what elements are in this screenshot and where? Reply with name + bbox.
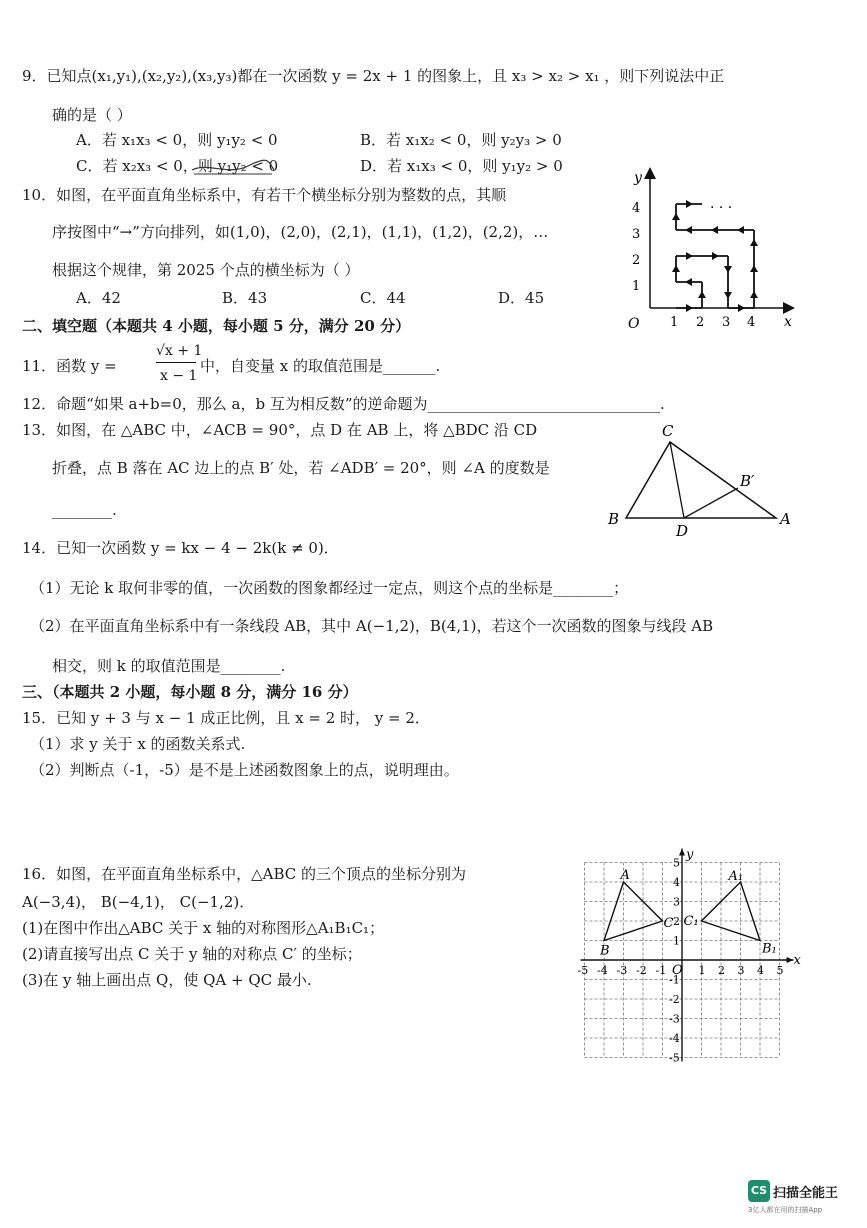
section-2-heading: 二、填空题（本题共 4 小题，每小题 5 分，满分 20 分） [22,317,411,335]
y-tick: 1 [673,934,680,948]
label-b-prime: B′ [740,472,755,490]
q9-option-b: B．若 x₁x₂ < 0，则 y₂y₃ > 0 [360,131,562,149]
y-tick: 2 [632,253,641,268]
path-arrowhead [737,226,744,234]
handwritten-strike-mark [188,152,278,180]
label-a: A [620,868,630,883]
x-axis-arrow [787,957,794,963]
x-tick: -4 [597,964,608,977]
y-tick: 2 [673,915,680,928]
y-tick: 3 [673,895,680,909]
q9-stem-cont: 确的是（ ） [52,106,132,124]
y-tick: 1 [632,279,641,294]
x-tick: 3 [722,315,731,330]
x-tick: 5 [776,964,784,977]
triangle-abc [604,882,663,941]
q10-stem-cont: 序按图中“→”方向排列，如(1,0)，(2,0)，(2,1)，(1,1)，(1,2)，(2,2)，… [52,223,549,241]
x-axis-label: x [784,314,792,330]
q12-stem: 12．命题“如果 a+b=0，那么 a，b 互为相反数”的逆命题为_______________________________. [22,395,665,413]
label-c: C [662,422,674,440]
label-a: A [780,510,791,528]
label-c: C [663,916,674,931]
path-arrowhead [686,304,693,312]
q16-coords: A(−3,4)， B(−4,1)， C(−1,2)． [22,893,255,911]
y-tick: 3 [632,227,641,242]
path-arrowhead [738,304,745,312]
y-axis-label: y [634,170,642,186]
path-arrowhead [750,291,758,298]
q11-fraction-bar [156,362,196,363]
scanner-logo: CS [748,1180,770,1202]
origin-label: O [628,316,640,332]
y-tick: 4 [673,876,680,889]
x-tick: -2 [636,964,647,977]
path-arrowhead [686,252,693,260]
path-arrowhead [685,226,692,234]
x-tick: 4 [757,964,764,977]
path-arrowhead [724,292,732,299]
q13-triangle-figure [604,420,804,542]
triangle-a1b1c1 [702,882,761,941]
scanner-tagline: 3亿人都在用的扫描App [748,1206,823,1214]
q14-part2-cont: 相交，则 k 的取值范围是________. [52,657,286,675]
label-b: B [608,510,620,528]
y-tick: -4 [669,1032,680,1045]
q10-stem-end: 根据这个规律，第 2025 个点的横坐标为（ ） [52,261,360,279]
y-axis-arrow [679,849,685,856]
x-axis-label: x [793,953,801,968]
y-tick: 5 [673,856,680,870]
q13-stem: 13．如图，在 △ABC 中，∠ACB = 90°，点 D 在 AB 上，将 △BDC 沿 CD [22,421,538,439]
y-axis-label: y [686,847,694,863]
q14-stem: 14．已知一次函数 y = kx − 4 − 2k(k ≠ 0)． [22,539,339,557]
y-tick: -3 [669,1012,680,1026]
q10-coordinate-figure [612,160,802,340]
q16-part1: (1)在图中作出△ABC 关于 x 轴的对称图形△A₁B₁C₁； [22,919,385,937]
path-arrowhead [724,266,732,273]
label-b: B [600,943,610,959]
origin-label: O [672,963,683,978]
y-tick: -2 [669,993,680,1006]
x-tick: 3 [737,964,745,977]
q9-stem: 9．已知点(x₁,y₁),(x₂,y₂),(x₃,y₃)都在一次函数 y = 2x + 1 的图象上，且 x₃ > x₂ > x₁ ，则下列说法中正 [22,67,725,85]
q11-numerator: √x + 1 [156,343,203,359]
segment-cd [670,442,684,518]
path-arrowhead [712,252,719,260]
x-tick: -5 [577,964,589,977]
q10-option-d: D．45 [498,289,545,307]
q10-option-c: C．44 [360,289,406,307]
q16-part3: (3)在 y 轴上画出点 Q，使 QA + QC 最小. [22,971,312,989]
x-tick: 4 [747,315,756,330]
path-arrowhead [711,226,718,234]
q13-stem-cont: 折叠，点 B 落在 AC 边上的点 B′ 处，若 ∠ADB′ = 20°，则 ∠A 的度数是 [52,459,550,477]
path-arrowhead [686,200,693,208]
q11-suffix: 中，自变量 x 的取值范围是_______. [200,357,441,375]
q15-part2: （2）判断点（-1，-5）是不是上述函数图象上的点，说明理由。 [30,761,459,779]
q13-blank: ________. [52,501,117,519]
label-b1: B₁ [762,941,777,957]
q9-option-d: D．若 x₁x₃ < 0，则 y₁y₂ > 0 [360,157,563,175]
y-tick: 4 [632,201,641,216]
q9-option-c: C．若 x₂x₃ < 0，则 y₁y₂ < 0 [76,157,279,175]
path-arrowhead [685,278,692,286]
label-a1: A₁ [728,869,744,884]
q11-denominator: x − 1 [160,368,198,384]
q10-option-a: A．42 [76,289,121,307]
q15-stem: 15．已知 y + 3 与 x − 1 成正比例，且 x = 2 时， y = 2． [22,709,430,727]
path-arrowhead [672,213,680,220]
x-tick: -3 [616,964,628,977]
q15-part1: （1）求 y 关于 x 的函数关系式. [30,735,246,753]
continuation-dots: · · · [710,200,733,216]
q16-stem: 16．如图，在平面直角坐标系中，△ABC 的三个顶点的坐标分别为 [22,865,467,883]
q11-prefix: 11．函数 y = [22,357,117,375]
scanner-watermark [748,1180,839,1214]
spiral-arrow-path [672,200,758,312]
q10-stem: 10．如图，在平面直角坐标系中，有若干个横坐标分别为整数的点，其顺 [22,186,507,204]
q14-part1: （1）无论 k 取何非零的值，一次函数的图象都经过一定点，则这个点的坐标是________； [30,579,629,597]
q16-part2: (2)请直接写出点 C 关于 y 轴的对称点 C′ 的坐标； [22,945,362,963]
y-tick: -5 [669,1051,680,1065]
q10-option-b: B．43 [222,289,268,307]
path-arrowhead [672,265,680,272]
section-3-heading: 三、（本题共 2 小题，每小题 8 分，满分 16 分） [22,683,358,701]
y-tick: -1 [669,973,680,987]
x-tick: 2 [696,315,705,330]
x-tick: 1 [698,964,706,977]
q9-option-a: A．若 x₁x₃ < 0，则 y₁y₂ < 0 [76,131,278,149]
path-arrowhead [750,239,758,246]
x-tick: 2 [718,964,725,977]
q14-part2: （2）在平面直角坐标系中有一条线段 AB，其中 A(−1,2)，B(4,1)，若这个一次函数的图象与线段 AB [30,617,714,635]
q16-grid-figure [560,836,800,1068]
label-d: D [676,522,689,540]
path-arrowhead [750,265,758,272]
label-c1: C₁ [683,914,699,929]
segment-db-prime [684,488,738,518]
x-tick: -1 [655,964,667,977]
path-arrowhead [698,291,706,298]
scanner-brand-name: 扫描全能王 [773,1185,839,1201]
x-tick: 1 [670,315,679,330]
